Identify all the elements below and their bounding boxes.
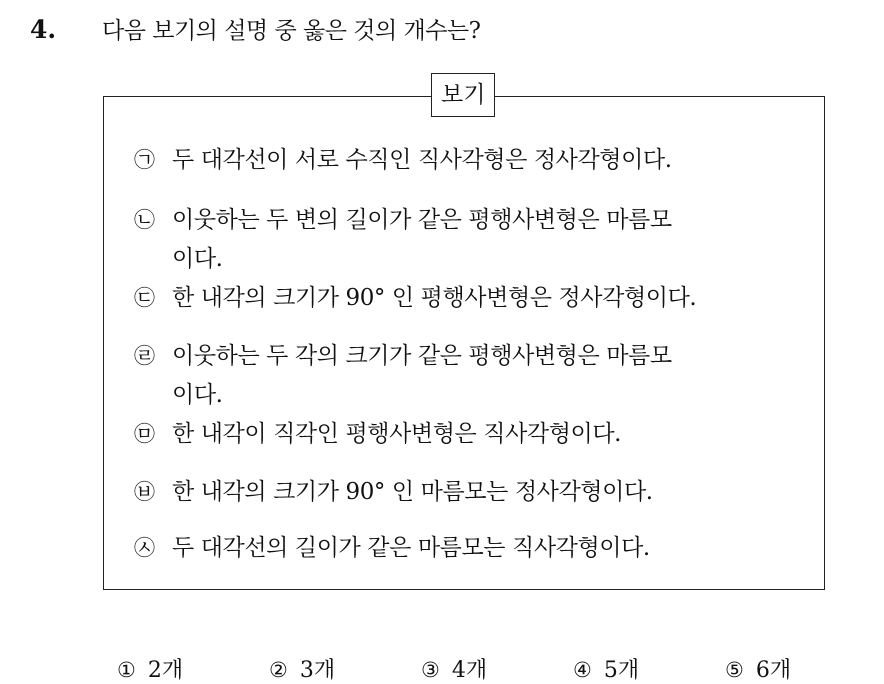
item-text: 한 내각이 직각인 평행사변형은 직사각형이다. xyxy=(172,421,622,447)
item-marker: ㉦ xyxy=(134,536,155,560)
choice-marker: ④ xyxy=(573,658,592,682)
item-marker: ㉡ xyxy=(134,208,155,232)
item-marker: ㉥ xyxy=(134,480,155,504)
choice-3[interactable] xyxy=(421,653,573,684)
choice-5[interactable] xyxy=(725,653,877,684)
question-text: 다음 보기의 설명 중 옳은 것의 개수는? xyxy=(102,18,481,44)
example-item-2 xyxy=(134,201,672,279)
item-text: 한 내각의 크기가 90° 인 마름모는 정사각형이다. xyxy=(172,479,653,505)
choice-marker: ② xyxy=(269,658,288,682)
choice-text: 4개 xyxy=(451,658,488,683)
item-text: 두 대각선의 길이가 같은 마름모는 직사각형이다. xyxy=(172,535,650,561)
example-item-5 xyxy=(134,415,792,454)
example-item-6 xyxy=(134,473,792,512)
item-marker: ㉣ xyxy=(134,344,155,368)
choice-text: 5개 xyxy=(603,658,640,683)
question-header xyxy=(30,12,480,45)
choice-marker: ③ xyxy=(421,658,440,682)
example-item-7 xyxy=(134,529,792,568)
item-text: 이웃하는 두 각의 크기가 같은 평행사변형은 마름모이다. xyxy=(172,343,672,408)
choice-text: 2개 xyxy=(147,658,184,683)
item-text: 이웃하는 두 변의 길이가 같은 평행사변형은 마름모이다. xyxy=(172,207,672,272)
answer-choices xyxy=(117,653,877,684)
choice-4[interactable] xyxy=(573,653,725,684)
choice-text: 3개 xyxy=(299,658,336,683)
example-box xyxy=(103,82,825,590)
item-marker: ㉠ xyxy=(134,148,155,172)
item-text: 한 내각의 크기가 90° 인 평행사변형은 정사각형이다. xyxy=(172,285,697,311)
example-item-1 xyxy=(134,141,792,180)
item-marker: ㉤ xyxy=(134,422,155,446)
choice-2[interactable] xyxy=(269,653,421,684)
choice-marker: ① xyxy=(117,658,136,682)
example-box-title: 보기 xyxy=(431,73,495,117)
choice-text: 6개 xyxy=(755,658,792,683)
choice-marker: ⑤ xyxy=(725,658,744,682)
item-text: 두 대각선이 서로 수직인 직사각형은 정사각형이다. xyxy=(172,147,672,173)
choice-1[interactable] xyxy=(117,653,269,684)
example-item-3 xyxy=(134,279,792,318)
item-marker: ㉢ xyxy=(134,286,155,310)
example-item-4 xyxy=(134,337,672,415)
question-number: 4. xyxy=(30,15,57,44)
